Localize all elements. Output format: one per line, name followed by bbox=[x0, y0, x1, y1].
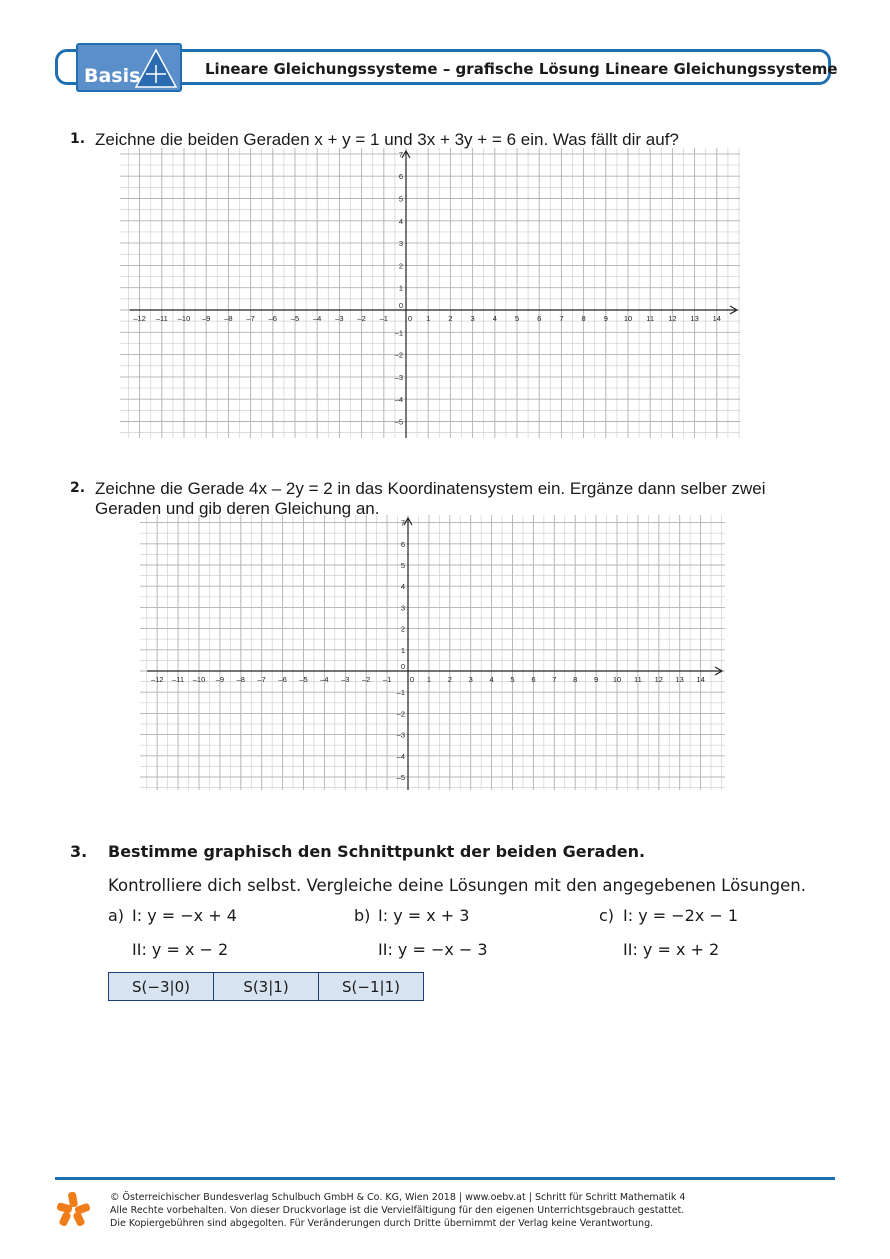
x-tick-label: 6 bbox=[531, 675, 536, 684]
x-tick-label: 13 bbox=[690, 314, 699, 323]
x-tick-label: 7 bbox=[559, 314, 564, 323]
y-tick-label: 0 bbox=[398, 301, 403, 310]
footer-line2: Alle Rechte vorbehalten. Von dieser Druckvorlage ist die Vervielfältigung für den eigenen Unterrichtsgebrauch gestattet. bbox=[110, 1205, 685, 1216]
x-tick-label: 13 bbox=[675, 675, 684, 684]
y-tick-label: –1 bbox=[394, 328, 403, 338]
x-tick-label: –3 bbox=[335, 314, 344, 323]
y-tick-label: –2 bbox=[396, 709, 405, 719]
x-tick-label: 8 bbox=[573, 675, 578, 684]
task3-a-label: a) bbox=[108, 906, 125, 925]
task3-number: 3. bbox=[70, 842, 88, 861]
x-tick-label: –2 bbox=[357, 314, 366, 323]
task2-text-line2: Geraden und gib deren Gleichung an. bbox=[95, 499, 380, 518]
x-tick-label: 11 bbox=[646, 314, 655, 323]
x-tick-label: –4 bbox=[313, 314, 322, 323]
task3-c-eq2: II: y = x + 2 bbox=[623, 940, 720, 959]
x-tick-label: –7 bbox=[246, 314, 255, 323]
y-tick-label: –5 bbox=[394, 417, 403, 427]
basis-logo bbox=[76, 43, 182, 92]
x-tick-label: –1 bbox=[379, 314, 388, 323]
y-tick-label: 5 bbox=[400, 561, 405, 570]
x-tick-label: 14 bbox=[696, 675, 705, 684]
y-tick-label: 4 bbox=[398, 216, 403, 226]
x-tick-label: –4 bbox=[320, 675, 329, 684]
y-tick-label: 2 bbox=[398, 261, 403, 271]
y-tick-label: 5 bbox=[398, 194, 403, 204]
publisher-logo-icon bbox=[55, 1190, 91, 1228]
x-tick-label: –6 bbox=[278, 675, 287, 684]
x-tick-label: –2 bbox=[362, 675, 371, 684]
task2-number: 2. bbox=[70, 480, 86, 496]
x-tick-label: 4 bbox=[492, 314, 497, 323]
x-tick-label: 0 bbox=[407, 314, 413, 323]
logo-label: Basis bbox=[84, 65, 141, 87]
x-tick-label: –5 bbox=[290, 314, 300, 323]
x-tick-label: 7 bbox=[552, 675, 557, 684]
y-tick-label: 3 bbox=[400, 603, 405, 613]
x-tick-label: –9 bbox=[202, 314, 211, 323]
x-tick-label: 2 bbox=[448, 314, 453, 323]
y-tick-label: 1 bbox=[398, 283, 403, 293]
footer-divider bbox=[55, 1177, 835, 1180]
y-tick-label: 0 bbox=[400, 662, 405, 671]
x-tick-label: 9 bbox=[594, 675, 599, 684]
x-tick-label: 6 bbox=[537, 314, 542, 323]
solution-cell: S(3|1) bbox=[214, 973, 319, 1001]
y-tick-label: 6 bbox=[400, 539, 405, 549]
x-tick-label: 12 bbox=[654, 675, 663, 684]
x-tick-label: 1 bbox=[426, 675, 431, 684]
x-tick-label: –8 bbox=[224, 314, 233, 323]
header-chapter: Lineare Gleichungssysteme bbox=[605, 60, 838, 78]
y-tick-label: –3 bbox=[394, 372, 403, 382]
y-tick-label: 4 bbox=[400, 582, 405, 592]
x-tick-label: 3 bbox=[468, 675, 473, 684]
x-tick-label: 10 bbox=[612, 675, 622, 684]
x-tick-label: –11 bbox=[172, 675, 185, 684]
x-tick-label: –6 bbox=[268, 314, 277, 323]
task3-b-eq1: I: y = x + 3 bbox=[378, 906, 470, 925]
x-tick-label: 8 bbox=[581, 314, 586, 323]
x-tick-label: 1 bbox=[426, 314, 431, 323]
coordinate-grid-2[interactable] bbox=[140, 515, 725, 790]
x-tick-label: 12 bbox=[668, 314, 677, 323]
y-tick-label: 2 bbox=[400, 624, 405, 634]
x-tick-label: –3 bbox=[341, 675, 350, 684]
task1-number: 1. bbox=[70, 131, 86, 147]
x-tick-label: –12 bbox=[150, 675, 164, 684]
x-tick-label: –5 bbox=[299, 675, 308, 684]
x-tick-label: 4 bbox=[489, 675, 494, 684]
task3-c-eq1: I: y = −2x − 1 bbox=[623, 906, 739, 925]
y-tick-label: 1 bbox=[400, 645, 405, 655]
x-tick-label: –8 bbox=[236, 675, 245, 684]
x-tick-label: 11 bbox=[634, 675, 642, 684]
footer-copyright bbox=[110, 1191, 685, 1230]
x-tick-label: –12 bbox=[133, 314, 146, 323]
y-tick-label: –2 bbox=[394, 350, 403, 360]
task1-text: Zeichne die beiden Geraden x + y = 1 und 3x + 3y + = 6 ein. Was fällt dir auf? bbox=[95, 130, 679, 149]
x-tick-label: –10 bbox=[192, 675, 206, 684]
task3-c-label: c) bbox=[599, 906, 615, 925]
x-tick-label: –11 bbox=[155, 314, 168, 323]
task3-a-eq2: II: y = x − 2 bbox=[132, 940, 229, 959]
x-tick-label: 3 bbox=[470, 314, 475, 323]
x-tick-label: –10 bbox=[177, 314, 191, 323]
y-tick-label: –3 bbox=[396, 730, 405, 740]
y-tick-label: 7 bbox=[400, 518, 405, 528]
x-tick-label: –9 bbox=[215, 675, 225, 684]
y-tick-label: –4 bbox=[396, 751, 405, 761]
x-tick-label: 5 bbox=[510, 675, 515, 684]
header-title: Lineare Gleichungssysteme – grafische Lösung bbox=[205, 60, 600, 78]
task3-a-eq1: I: y = −x + 4 bbox=[132, 906, 237, 925]
task2-text-line1: Zeichne die Gerade 4x – 2y = 2 in das Koordinatensystem ein. Ergänze dann selber zwei bbox=[95, 479, 766, 498]
x-tick-label: –1 bbox=[382, 675, 392, 684]
x-tick-label: 10 bbox=[623, 314, 633, 323]
solution-cell: S(−3|0) bbox=[109, 973, 214, 1001]
y-tick-label: 6 bbox=[398, 172, 403, 182]
task3-b-label: b) bbox=[354, 906, 371, 925]
x-tick-label: –7 bbox=[257, 675, 266, 684]
x-tick-label: 0 bbox=[409, 675, 415, 684]
triangle-icon bbox=[134, 47, 178, 89]
y-tick-label: –1 bbox=[396, 688, 405, 698]
x-tick-label: 5 bbox=[514, 314, 520, 323]
task3-b-eq2: II: y = −x − 3 bbox=[378, 940, 488, 959]
y-tick-label: –5 bbox=[396, 773, 405, 782]
y-tick-label: –4 bbox=[394, 395, 403, 405]
footer-line3: Die Kopiergebühren sind abgegolten. Für Veränderungen durch Dritte übernimmt der Verlag keine Verantwortung. bbox=[110, 1218, 654, 1229]
solution-cell: S(−1|1) bbox=[319, 973, 424, 1001]
footer-line1: © Österreichischer Bundesverlag Schulbuch GmbH & Co. KG, Wien 2018 | www.oebv.at | Schritt für Schritt Mathematik 4 bbox=[110, 1192, 686, 1203]
x-tick-label: 14 bbox=[712, 314, 721, 323]
x-tick-label: 9 bbox=[603, 314, 608, 323]
x-tick-label: 2 bbox=[447, 675, 452, 684]
solutions-table bbox=[108, 972, 424, 1001]
task3-heading: Bestimme graphisch den Schnittpunkt der beiden Geraden. bbox=[108, 842, 646, 861]
task3-instruction: Kontrolliere dich selbst. Vergleiche deine Lösungen mit den angegebenen Lösungen. bbox=[108, 876, 807, 895]
y-tick-label: 3 bbox=[398, 239, 403, 249]
coordinate-grid-1[interactable] bbox=[120, 148, 740, 438]
y-tick-label: 7 bbox=[398, 149, 403, 159]
